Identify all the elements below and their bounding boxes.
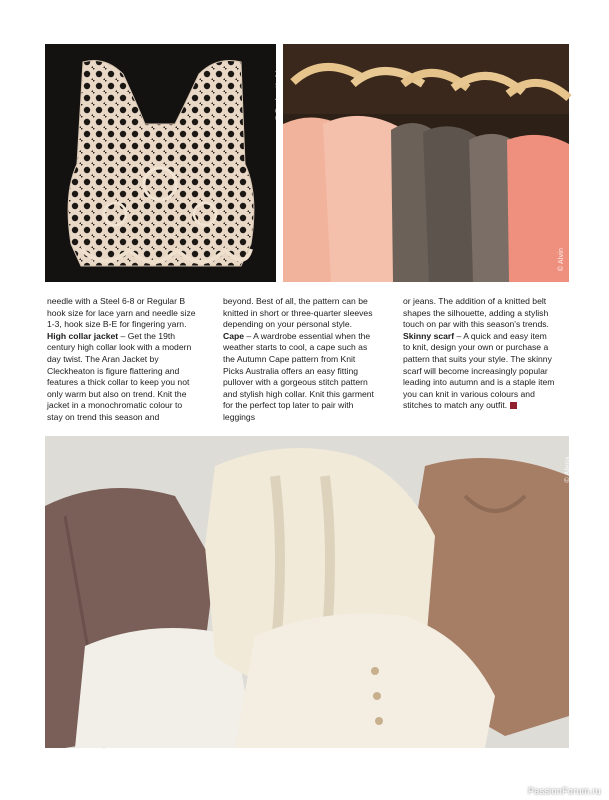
lace-vest-photo xyxy=(45,44,283,282)
paragraph-text: – A wardrobe essential when the weather starts to cool, a cape such as the Autumn Cape pattern from Knit Picks Australia offers an easy fitting pullover with a gorgeous stitch pattern and stylish high collar. Knit this garment for the perfect top later to pair with leggings xyxy=(223,330,374,422)
paragraph-text: or jeans. The addition of a knitted belt shapes the silhouette, adding a stylish touch on par with this season's trends. xyxy=(403,296,549,330)
paragraph-text: – A quick and easy item to knit, design your own or purchase a pattern that suits your style. The skinny scarf will become increasingly popular leading into autumn and is a staple item you can knit in various colours and stitches to match any outfit. xyxy=(403,330,555,411)
paragraph-text: beyond. Best of all, the pattern can be knitted in short or three-quarter sleeves depending on your personal style. xyxy=(223,296,373,330)
photo-credit: © Alena xyxy=(564,456,572,483)
paragraph-text: – Get the 19th century high collar look with a modern day twist. The Aran Jacket by Cleckheaton is figure flattering and features a thick collar to keep you not only warm but also on trend. Knit the jacket in a monochromatic colour to stay on trend this season and xyxy=(47,330,192,422)
text-column-3 xyxy=(403,296,555,412)
sweaters-photo xyxy=(45,436,572,748)
photo-credit: © Alvin xyxy=(557,247,565,272)
paragraph-text: needle with a Steel 6-8 or Regular B hook size for lace yarn and needle size 1-3, hook size B-E for fingering yarn. xyxy=(47,296,196,330)
text-column-2 xyxy=(223,296,375,424)
site-watermark: PassionForum.ru xyxy=(527,786,601,796)
end-mark-icon xyxy=(510,402,517,409)
photo-credit: © Ruslan Kudrin xyxy=(275,66,283,121)
text-column-1 xyxy=(47,296,199,424)
section-heading: Cape xyxy=(223,330,245,341)
hangers-photo xyxy=(283,44,569,282)
section-heading: Skinny scarf xyxy=(403,330,455,341)
section-heading: High collar jacket xyxy=(47,330,119,341)
